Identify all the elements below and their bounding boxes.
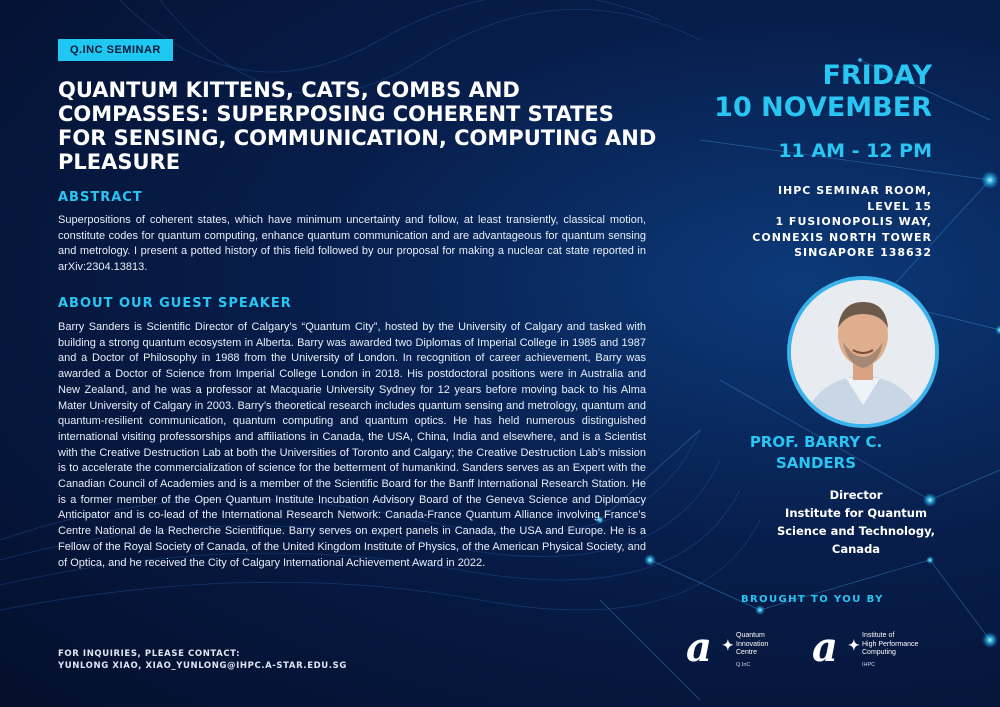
a-star-logo-icon: a ✦ bbox=[686, 624, 734, 671]
event-date-block bbox=[714, 60, 932, 124]
logo-text-line: High Performance bbox=[862, 640, 919, 648]
speaker-role bbox=[740, 486, 972, 558]
speaker-name-line: PROF. BARRY C. bbox=[749, 433, 883, 451]
speaker-portrait-icon bbox=[791, 280, 935, 424]
ihpc-logo bbox=[812, 624, 919, 674]
event-time: 11 AM - 12 PM bbox=[778, 140, 932, 162]
contact-details: YUNLONG XIAO, XIAO_YUNLONG@IHPC.A-STAR.EDU.SG bbox=[58, 661, 347, 671]
seminar-badge: Q.INC SEMINAR bbox=[58, 39, 173, 61]
event-date: 10 NOVEMBER bbox=[714, 92, 932, 123]
speaker-role-line: Institute for Quantum bbox=[785, 506, 927, 520]
speaker-role-line: Canada bbox=[831, 542, 881, 556]
speaker-photo bbox=[787, 276, 939, 428]
seminar-title: QUANTUM KITTENS, CATS, COMBS AND COMPASSES: SUPERPOSING COHERENT STATES FOR SENSING, COMMUNICATION, COMPUTING AND PLEASURE bbox=[58, 78, 657, 174]
speaker-role-line: Science and Technology, bbox=[776, 524, 936, 538]
speaker-section-heading: ABOUT OUR GUEST SPEAKER bbox=[58, 296, 292, 311]
a-star-logo-icon: a ✦ bbox=[812, 624, 860, 671]
speaker-bio: Barry Sanders is Scientific Director of Calgary’s “Quantum City”, hosted by the University of Calgary and tasked with building a strong quantum ecosystem in Alberta. Barry was awarded two Diplomas of Imperial College in 1985 and 1987 and a Doctor of Philosophy in 1988 from the University of London. In recognition of career achievement, Barry was awarded a Doctor of Science from Imperial College London in 2018. His postdoctoral positions were in Australia and New Zealand, and he was a professor at Macquarie University Sydney for 12 years before moving back to his Alma Mater University of Calgary in 2003. Barry’s theoretical research includes quantum sensing and metrology, quantum and quantum-resilient communication, quantum computing and quantum optics. He has held numerous distinguished international visiting professorships and affiliations in Canada, the USA, China, India and elsewhere, and is a Scientist with the Creative Destruction Lab at both the Universities of Toronto and Calgary; the Creative Destruction Lab’s mission is to accelerate the commercialization of science for the betterment of humankind. Sanders serves as an Expert with the Canadian Council of Academies and is a member of the Scientific Board for the Banff International Research Station. He is a former member of the Open Quantum Institute Incubation Advisory Board of the Geneva Science and Diplomacy Anticipator and is co-lead of the International Research Network: Canada-France Quantum Alliance involving France’s Centre National de la Recherche Scientifique. Barry serves on expert panels in Canada, the USA and Europe. He is a Fellow of the Royal Society of Canada, of the United Kingdom Institute of Physics, of the American Physical Society, and of Optica, and he received the City of Calgary International Achievement Award in 2022. bbox=[58, 321, 646, 569]
qinc-logo bbox=[686, 624, 769, 674]
logo-subtext: Q.InC bbox=[736, 661, 751, 668]
speaker-name bbox=[700, 432, 932, 474]
event-day: FRIDAY bbox=[822, 60, 932, 91]
logo-subtext: IHPC bbox=[862, 661, 876, 668]
speaker-name-line: SANDERS bbox=[775, 454, 857, 472]
abstract-heading: ABSTRACT bbox=[58, 190, 143, 205]
venue-line: 1 FUSIONOPOLIS WAY, bbox=[775, 215, 932, 228]
logo-text-line: Computing bbox=[862, 649, 896, 656]
venue-line: IHPC SEMINAR ROOM, bbox=[777, 184, 932, 197]
abstract-text: Superpositions of coherent states, which have minimum uncertainty and follow, at least transiently, classical motion, constitute codes for quantum computing, enhance quantum communication and are advantageous for quantum sensing and metrology. I present a potted history of this field followed by our proposal for making a nuclear cat state reported in arXiv:2304.13813. bbox=[58, 214, 646, 274]
logo-text-line: Quantum bbox=[736, 632, 765, 639]
speaker-role-line: Director bbox=[829, 488, 883, 502]
venue-line: LEVEL 15 bbox=[867, 199, 932, 213]
contact-label: FOR INQUIRIES, PLEASE CONTACT: bbox=[58, 649, 241, 659]
venue-line: SINGAPORE 138632 bbox=[794, 246, 932, 259]
event-venue bbox=[752, 183, 932, 261]
logo-text-line: Innovation bbox=[736, 640, 769, 648]
venue-line: CONNEXIS NORTH TOWER bbox=[752, 230, 932, 244]
logo-text-line: Centre bbox=[736, 649, 758, 656]
contact-block bbox=[58, 648, 347, 672]
sponsors-heading: BROUGHT TO YOU BY bbox=[741, 594, 884, 605]
logo-text-line: Institute of bbox=[862, 632, 895, 639]
